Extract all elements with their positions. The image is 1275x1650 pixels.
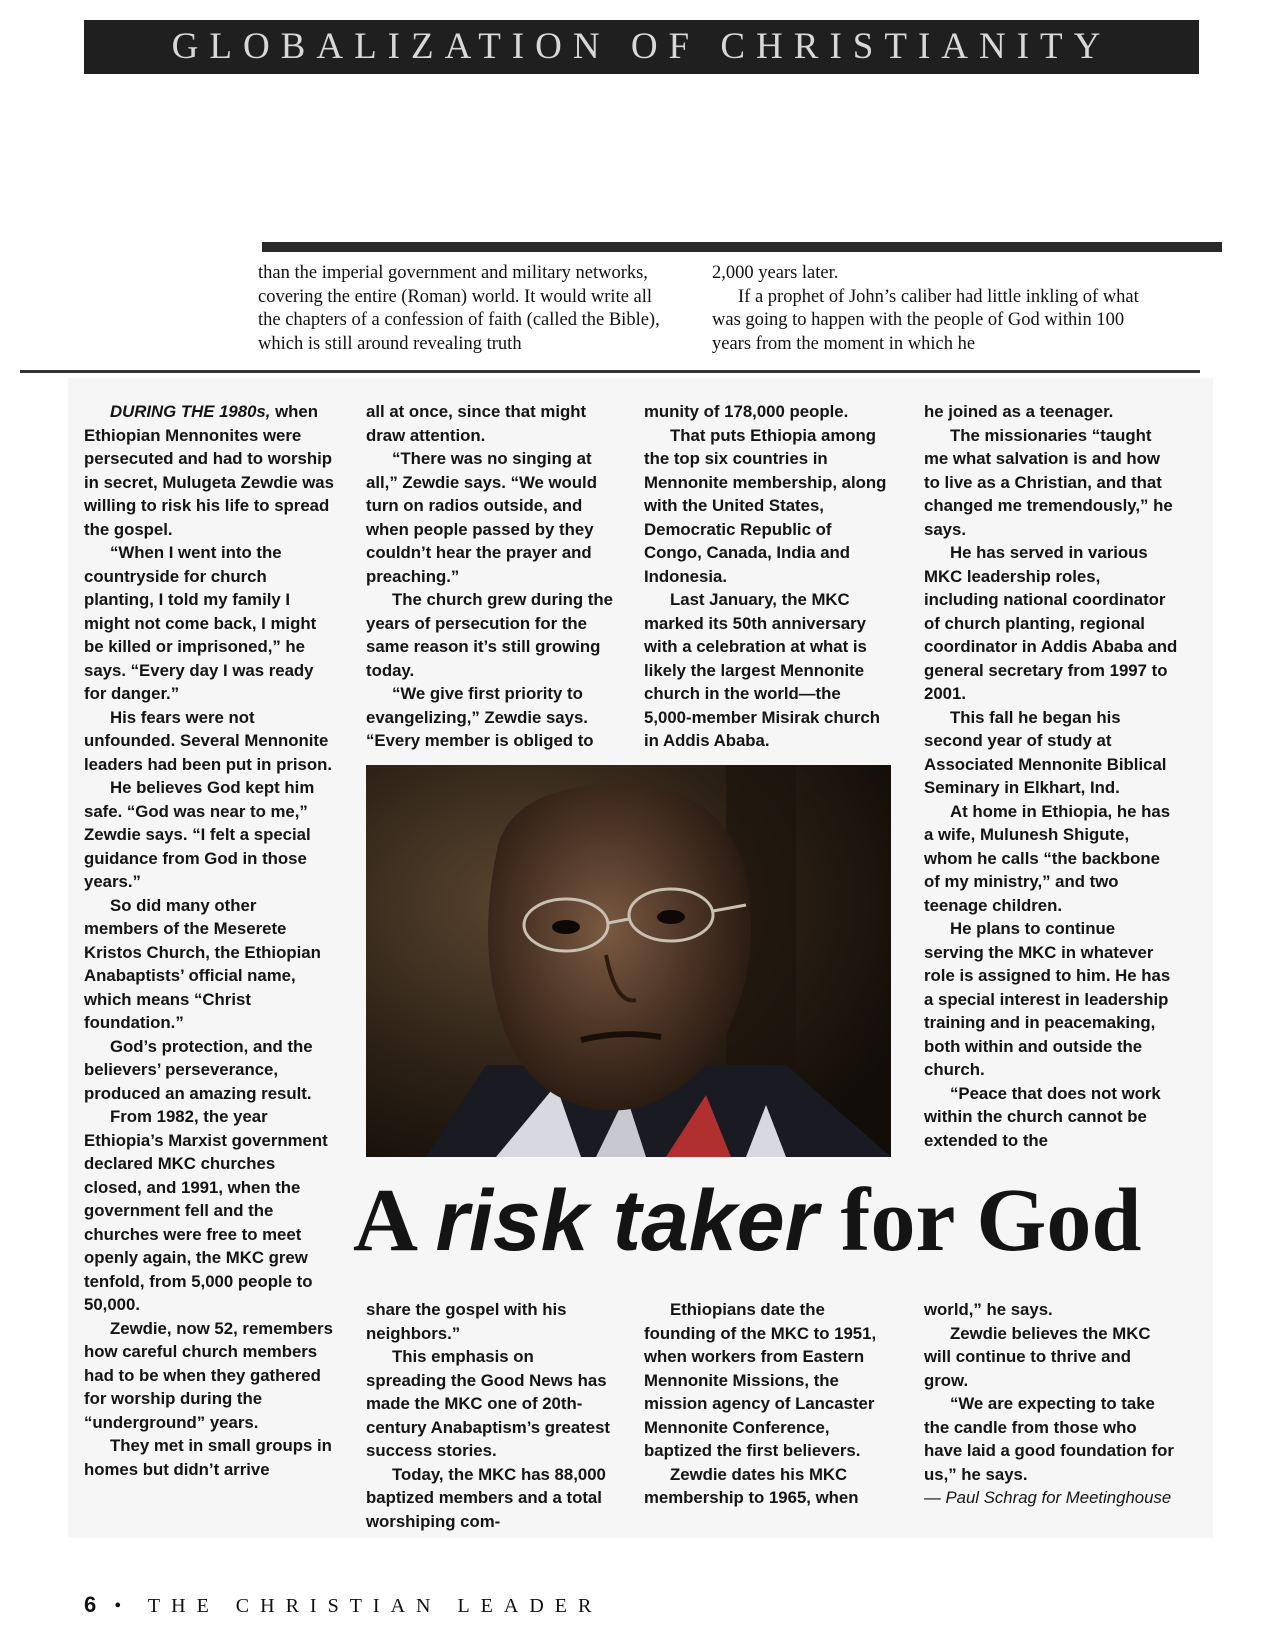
paragraph: “There was no singing at all,” Zewdie says. “We would turn on radios outside, and when people passed by they couldn’t hear the prayer and preaching.” (366, 449, 597, 586)
paragraph: “When I went into the countryside for church planting, I told my family I might not come back, I might be killed or imprisoned,” he says. “Every day I was ready for danger.” (84, 543, 317, 703)
paragraph: munity of 178,000 people. (644, 402, 849, 421)
paragraph: He plans to continue serving the MKC in whatever role is assigned to him. He has a special interest in leadership training and in peacemaking, both within and outside the church. (924, 919, 1171, 1079)
paragraph: This fall he began his second year of study at Associated Mennonite Biblical Seminary in Elkhart, Ind. (924, 707, 1167, 797)
paragraph: Ethiopians date the founding of the MKC to 1951, when workers from Eastern Mennonite Missions, the mission agency of Lancaster Mennonite Conference, baptized the first believers. (644, 1300, 877, 1460)
paragraph: This emphasis on spreading the Good News has made the MKC one of 20th-century Anabaptism’s greatest success stories. (366, 1347, 611, 1460)
page-number: 6 (84, 1592, 99, 1617)
top-rule-bar (262, 242, 1222, 252)
byline: — Paul Schrag for Meetinghouse (924, 1488, 1172, 1507)
paragraph: Zewdie believes the MKC will continue to thrive and grow. (924, 1323, 1151, 1390)
paragraph: So did many other members of the Meserete Kristos Church, the Ethiopian Anabaptists’ official name, which means “Christ foundation.” (84, 895, 321, 1032)
publication-name: THE CHRISTIAN LEADER (147, 1595, 603, 1617)
footer-separator: • (114, 1595, 133, 1617)
paragraph: His fears were not unfounded. Several Mennonite leaders had been put in prison. (84, 707, 333, 774)
paragraph: he joined as a teenager. (924, 402, 1114, 421)
paragraph: The church grew during the years of persecution for the same reason it’s still growing today. (366, 590, 613, 680)
page-footer (84, 1592, 602, 1618)
sidebar-column-1 (84, 400, 334, 1481)
paragraph: He believes God kept him safe. “God was near to me,” Zewdie says. “I felt a special guidance from God in those years.” (84, 778, 315, 891)
paragraph: “Peace that does not work within the church cannot be extended to the (924, 1083, 1161, 1150)
section-banner: GLOBALIZATION OF CHRISTIANITY (84, 20, 1199, 74)
sidebar-column-2-bottom (366, 1298, 614, 1533)
paragraph: God’s protection, and the believers’ perseverance, produced an amazing result. (84, 1036, 313, 1103)
sidebar-column-3-top (644, 400, 892, 753)
paragraph: From 1982, the year Ethiopia’s Marxist government declared MKC churches closed, and 1991, when the government fell and the churches were free to meet openly again, the MKC grew tenfold, from 5,000 people to 50,000. (84, 1107, 328, 1314)
paragraph: The missionaries “taught me what salvation is and how to live as a Christian, and that changed me tremendously,” he says. (924, 425, 1173, 539)
portrait-photo (366, 765, 891, 1157)
section-divider (20, 370, 1200, 373)
intro-paragraph: If a prophet of John’s caliber had little inkling of what was going to happen with the people of God within 100 years from the moment in which he (712, 286, 1139, 354)
paragraph: “We give first priority to evangelizing,” Zewdie says. “Every member is obliged to (366, 684, 594, 750)
sidebar-column-3-bottom (644, 1298, 892, 1510)
sidebar-column-4-bottom (924, 1298, 1179, 1510)
intro-paragraph: than the imperial government and military networks, covering the entire (Roman) world. It would write all the chapters of a confession of faith (called the Bible), which is still around revealing truth (258, 263, 660, 354)
intro-column-left (258, 262, 678, 356)
paragraph: Zewdie, now 52, remembers how careful church members had to be when they gathered for worship during the “underground” years. (84, 1318, 333, 1432)
intro-column-right (712, 262, 1147, 356)
paragraph: He has served in various MKC leadership roles, including national coordinator of church planting, regional coordinator in Addis Ababa and general secretary from 1997 to 2001. (924, 543, 1178, 703)
paragraph: At home in Ethiopia, he has a wife, Mulunesh Shigute, whom he calls “the backbone of my ministry,” and two teenage children. (924, 801, 1171, 915)
paragraph: That puts Ethiopia among the top six countries in Mennonite membership, along with the United States, Democratic Republic of Congo, Canada, India and Indonesia. (644, 425, 887, 586)
paragraph: Zewdie dates his MKC membership to 1965, when (644, 1464, 859, 1507)
paragraph: world,” he says. (924, 1300, 1053, 1319)
article-headline: A risk taker for God (353, 1171, 1142, 1270)
sidebar-column-2-top (366, 400, 614, 753)
paragraph: “We are expecting to take the candle from those who have laid a good foundation for us,” he says. (924, 1394, 1174, 1484)
paragraph: Today, the MKC has 88,000 baptized members and a total worshiping com- (366, 1464, 606, 1531)
sidebar-column-4-top (924, 400, 1179, 1152)
intro-paragraph: 2,000 years later. (712, 263, 839, 283)
paragraph: DURING THE 1980s, when Ethiopian Mennonites were persecuted and had to worship in secret, Mulugeta Zewdie was willing to risk his life to spread the gospel. (84, 402, 334, 539)
paragraph: They met in small groups in homes but didn’t arrive (84, 1436, 332, 1479)
lead-in: DURING THE 1980s, (110, 402, 271, 421)
paragraph: all at once, since that might draw attention. (366, 402, 587, 445)
portrait-illustration (366, 765, 891, 1157)
paragraph: share the gospel with his neighbors.” (366, 1300, 567, 1343)
paragraph: Last January, the MKC marked its 50th anniversary with a celebration at what is likely the largest Mennonite church in the world—the 5,000-member Misirak church in Addis Ababa. (644, 590, 880, 750)
